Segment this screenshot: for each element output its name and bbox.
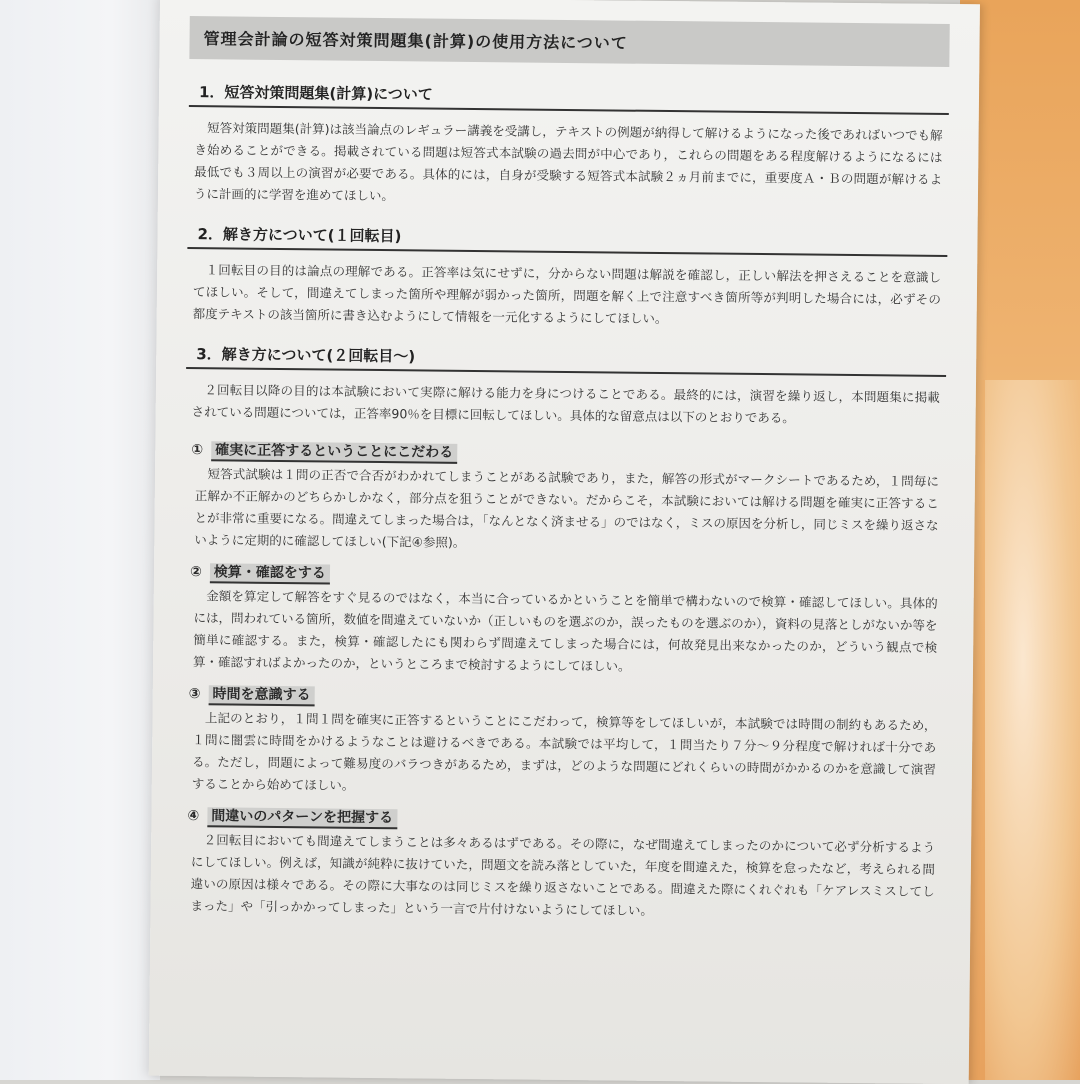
point-heading xyxy=(189,683,943,711)
point-number: ③ xyxy=(188,686,201,703)
point-paragraph: ２回転目においても間違えてしまうことは多々あるはずである。その際に，なぜ間違えてしまったのかについて必ず分析するようにしてほしい。例えば，知識が純粋に抜けていた，問題文を読み落としていた，年度を間違えた，検算を怠ったなど，考えられる間違いの原因は様々である。その際に大事なのは同じミスを繰り返さないことである。間違えた際にくれぐれも「ケアレスミスしてしまった」や「引っかかってしまった」という一言で片付けないようにしてほしい。 xyxy=(190,832,936,918)
point-heading xyxy=(191,439,945,467)
section-3 xyxy=(186,341,947,431)
section-paragraph: 短答対策問題集(計算)は該当論点のレギュラー講義を受講し，テキストの例題が納得して解けるようになった後であればいつでも解き始めることができる。掲載されている問題は短答式本試験の過去問が中心であり，これらの問題をある程度解けるようになるには最低でも３周以上の演習が必要である。具体的には，自身が受験する短答式本試験２ヵ月前までに，重要度Ａ・Ｂの問題が解けるように計画的に学習を進めてほしい。 xyxy=(193,120,943,204)
background-light-reflection xyxy=(985,380,1080,1080)
point-heading xyxy=(187,805,941,833)
point-heading xyxy=(190,561,944,589)
section-heading: 2．解き方について(１回転目) xyxy=(187,221,947,257)
section-heading: 1．短答対策問題集(計算)について xyxy=(189,79,949,115)
section-paragraph: ２回転目以降の目的は本試験において実際に解ける能力を身につけることである。最終的には，演習を繰り返し，本問題集に掲載されている問題については，正答率90％を目標に回転してほしい。具体的な留意点は以下のとおりである。 xyxy=(191,382,940,426)
document-page xyxy=(149,0,980,1084)
page-content xyxy=(180,16,949,933)
section-2 xyxy=(187,221,948,333)
point-paragraph: 上記のとおり，１問１問を確実に正答するということにこだわって，検算等をしてほしいが，本試験では時間の制約もあるため，１問に闇雲に時間をかけるようなことは避けるべきである。本試験では平均して，１問当たり７分～９分程度で解ければ十分である。ただし，問題によって難易度のバラつきがあるため，まずは，どのような問題にどれくらいの時間がかかるのかを意識して演習することから始めてほしい。 xyxy=(191,710,937,793)
point-1 xyxy=(184,439,945,559)
point-paragraph: 金額を算定して解答をすぐ見るのではなく，本当に合っているかということを簡単で構わないので検算・確認してほしい。具体的には，問われている箇所，数値を間違えていないか（正しいものを選ぶのか，誤ったものを選ぶのか），資料の見落としがないか等を簡単に確認する。また，検算・確認したにも関わらず間違えてしまった場合には，何故発見出来なかったのか，どういう観点で検算・確認すればよかったのか，というところまで検討するようにしてほしい。 xyxy=(192,588,938,674)
point-2 xyxy=(183,561,944,681)
point-number: ④ xyxy=(187,808,200,825)
point-3 xyxy=(182,683,943,803)
point-number: ① xyxy=(191,442,204,459)
page-title: 管理会計論の短答対策問題集(計算)の使用方法について xyxy=(189,16,949,67)
section-paragraph: １回転目の目的は論点の理解である。正答率は気にせずに，分からない問題は解説を確認し，正しい解法を押さえることを意識してほしい。そして，間違えてしまった箇所や理解が弱かった箇所，問題を解く上で注意すべき箇所等が判明した場合には，必ずその都度テキストの該当箇所に書き込むようにして情報を一元化するようにしてほしい。 xyxy=(192,262,942,327)
point-paragraph: 短答式試験は１問の正否で合否がわかれてしまうことがある試験であり，また，解答の形式がマークシートであるため，１問毎に正解か不正解かのどちらかしかなく，部分点を狙うことができない。だからこそ，本試験においては解ける問題を確実に正答することが非常に重要になる。間違えてしまった場合は，「なんとなく済ませる」のではなく，ミスの原因を分析し，同じミスを繰り返さないように定期的に確認してほしい(下記④参照)。 xyxy=(194,466,940,550)
point-4 xyxy=(180,805,941,925)
point-title: 間違いのパターンを把握する xyxy=(207,807,397,829)
point-number: ② xyxy=(189,564,202,581)
background-left-page xyxy=(0,0,160,1080)
point-title: 確実に正答するということにこだわる xyxy=(211,441,457,464)
section-1 xyxy=(188,79,949,213)
point-title: 検算・確認をする xyxy=(210,563,330,584)
section-heading: 3．解き方について(２回転目～) xyxy=(186,341,946,377)
point-title: 時間を意識する xyxy=(208,685,314,706)
